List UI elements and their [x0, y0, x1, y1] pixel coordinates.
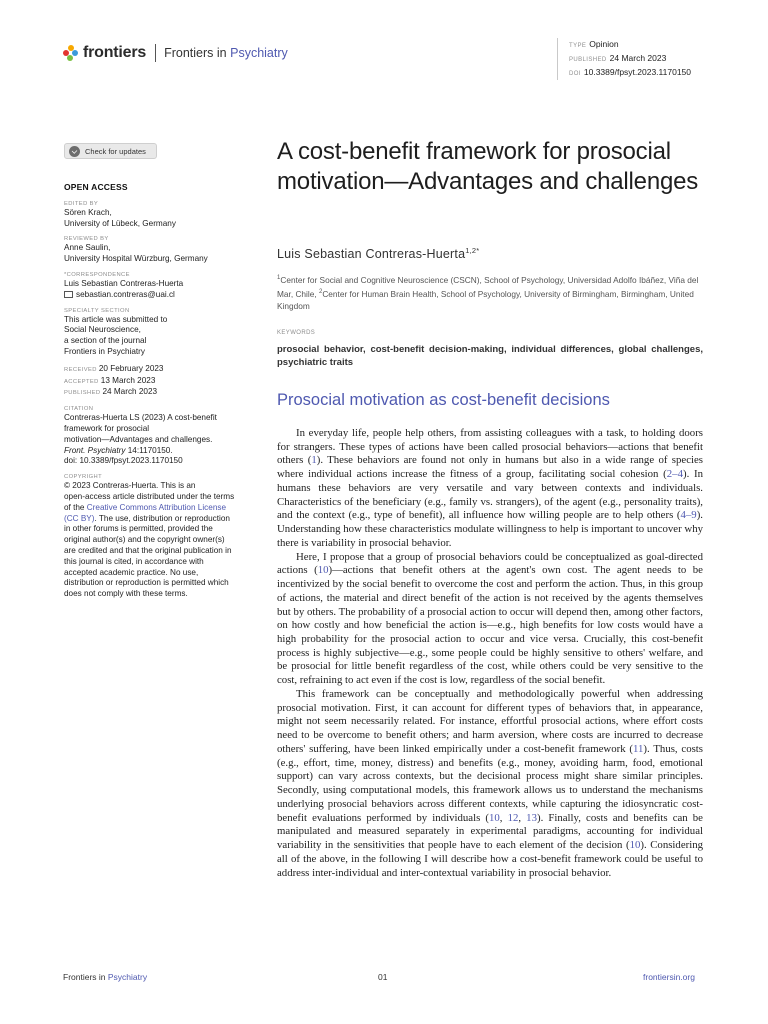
citation-link[interactable]: 12 — [507, 811, 519, 824]
header-divider — [155, 44, 156, 62]
correspondence-email[interactable]: sebastian.contreras@uai.cl — [64, 290, 264, 301]
article-meta — [557, 38, 691, 80]
citation: Contreras-Huerta LS (2023) A cost-benefit framework for prosocial motivation—Advantages and challenges. Front. Psychiatry 14:1170150. doi: 10.3389/fpsyt.2023.1170150 — [64, 413, 217, 466]
check-for-updates-button[interactable] — [64, 143, 157, 159]
citation-link[interactable]: 13 — [526, 811, 537, 824]
specialty-section-key: SPECIALTY SECTION — [64, 307, 130, 314]
article-dates: RECEIVED 20 February 2023 ACCEPTED 13 March 2023 PUBLISHED 24 March 2023 — [64, 363, 164, 397]
author-affiliations: $^1$Center for Social and Cognitive Neuroscience (CSCN), School of Psychology, Universidad Adolfo Ibáñez, Viña del Mar, Chile, $^2$Center for Human Brain Health, School of Psychology, University of Birmingham, Birmingham, United Kingdom — [277, 274, 699, 311]
citation-link[interactable]: 4–9 — [680, 509, 697, 522]
reviewed-by-key: REVIEWED BY — [64, 236, 109, 243]
envelope-icon — [64, 291, 73, 298]
paragraph-3: This framework can be conceptually and methodologically powerful when addressing prosocial motivation. First, it can account for different types of behaviors that, in appearance, might not seem necessarily related. For instance, effortful prosocial actions, where effort costs need to be overcome to benefit others; and harm aversion, where costs are incurred to decrease others' suffering, have been linked empirically under a cost-benefit framework (11). Thus, costs (e.g., effort, time, money, distress) and benefits (e.g., money, avoiding harm, food, emotional support) can vary across contexts, but the decisional process might share similar principles. Secondly, using computational models, this framework allows us to understand the mechanisms underlying prosocial behaviors across different contexts, while capturing the idiosyncratic cost-benefit evaluations performed by individuals (10, 12, 13). Finally, costs and benefits can be manipulated and measured separately in experimental paradigms, accounting for individual variability in the sensitivities that people have to each element of the decision (10). Considering all of the above, in the following I will describe how a cost-benefit framework could be useful to address inter-individual and inter-contextual variability in prosocial behavior. — [277, 687, 704, 879]
article-sidebar — [64, 182, 264, 606]
copyright: © 2023 Contreras-Huerta. This is an open-access article distributed under the terms of the Creative Commons Attribution License (CC BY). The use, distribution or reproduction in other forums is permitted, provided the original author(s) and the copyright owner(s) are credited and that the original publication in this journal is cited, in accordance with accepted academic practice. No use, distribution or reproduction is permitted which does not comply with these terms. — [64, 481, 235, 599]
keywords-key: KEYWORDS — [277, 330, 316, 336]
keywords: prosocial behavior, cost-benefit decision-making, individual differences, global challenges, psychiatric traits — [277, 344, 703, 368]
footer-site-link[interactable]: frontiersin.org — [643, 972, 695, 982]
citation-link[interactable]: 10 — [317, 564, 329, 577]
article-published-date: PUBLISHED 24 March 2023 — [569, 53, 667, 63]
frontiers-wordmark: frontiers — [83, 44, 147, 61]
section-heading: Prosocial motivation as cost-benefit decisions — [277, 391, 610, 409]
copyright-key: COPYRIGHT — [64, 474, 103, 481]
citation-link[interactable]: 2–4 — [666, 468, 683, 481]
open-access-label: OPEN ACCESS — [64, 182, 128, 192]
edited-by: Sören Krach, University of Lübeck, Germany — [64, 207, 176, 228]
citation-key: CITATION — [64, 406, 94, 413]
check-updates-icon — [69, 146, 80, 157]
page-number: 01 — [378, 972, 388, 982]
correspondence: Luis Sebastian Contreras-Huerta sebastian.contreras@uai.cl — [64, 279, 264, 301]
correspondence-key: *CORRESPONDENCE — [64, 271, 130, 278]
article-author: Luis Sebastian Contreras-Huerta$^{1,2*}$ — [277, 246, 480, 262]
citation-link[interactable]: 11 — [633, 742, 644, 755]
cc-license-link[interactable]: Creative Commons Attribution License — [86, 502, 227, 512]
footer-journal[interactable]: Frontiers in Psychiatry — [63, 972, 148, 982]
citation-link[interactable]: 1 — [311, 454, 317, 467]
article-body — [277, 427, 703, 880]
edited-by-key: EDITED BY — [64, 200, 99, 207]
reviewed-by: Anne Saulin, University Hospital Würzburg, Germany — [64, 243, 208, 264]
journal-header — [63, 44, 288, 62]
article-doi[interactable]: DOI 10.3389/fpsyt.2023.1170150 — [569, 67, 692, 77]
frontiers-logo-icon — [63, 45, 79, 61]
citation-link[interactable]: 10 — [488, 811, 500, 824]
article-type: TYPE Opinion — [569, 39, 619, 49]
specialty-section: This article was submitted to Social Neuroscience, a section of the journal Frontiers in Psychiatry — [64, 314, 168, 356]
journal-name[interactable]: Frontiers in Psychiatry — [164, 46, 288, 60]
cc-by-link[interactable]: (CC BY) — [64, 513, 95, 523]
paragraph-2: Here, I propose that a group of prosocial behaviors could be conceptualized as goal-directed actions (10)—actions that benefit others at the agent's own cost. The agent needs to be incentivized by the social benefit to overcome the cost and perform the action. Thus, in this group of actions, the material and direct benefit of the action is not received by the agents themselves but by others. The probability of a prosocial action to occur will depend then, among other factors, on how costly and how beneficial the action is—e.g., high benefits for low costs would have a high probability for the prosocial action to occur and vice versa. Crucially, this cost-benefit process is highly subjective—e.g., some people could be highly sensitive to others' welfare, and be prosocial for little benefit regardless of the cost, while others could be very sensitive to the cost, refraining to act even if the cost is low, regardless of the social benefit. — [277, 550, 703, 687]
citation-link[interactable]: 10 — [629, 839, 641, 852]
paragraph-1: In everyday life, people help others, from assisting colleagues with a task, to holding doors for strangers. These types of actions have been called prosocial behaviors—actions that benefit others (1). These behaviors are found not only in humans but also in a wide range of species where individual actions increase the fitness of a group, facilitating social cohesion (2–4). In humans these behaviors are very versatile and vary between contexts and individuals. Characteristics of the beneficiary (e.g., family vs. strangers), of the agent (e.g., personality traits), and the context (e.g., type of benefit), all influence how willing people are to help others (4–9). Understanding how these characteristics modulate willingness to help is important to uncover why there is variability in prosocial behavior. — [277, 427, 703, 549]
check-for-updates-label: Check for updates — [85, 146, 146, 156]
article-title: A cost-benefit framework for prosocial motivation—Advantages and challenges — [277, 138, 699, 195]
